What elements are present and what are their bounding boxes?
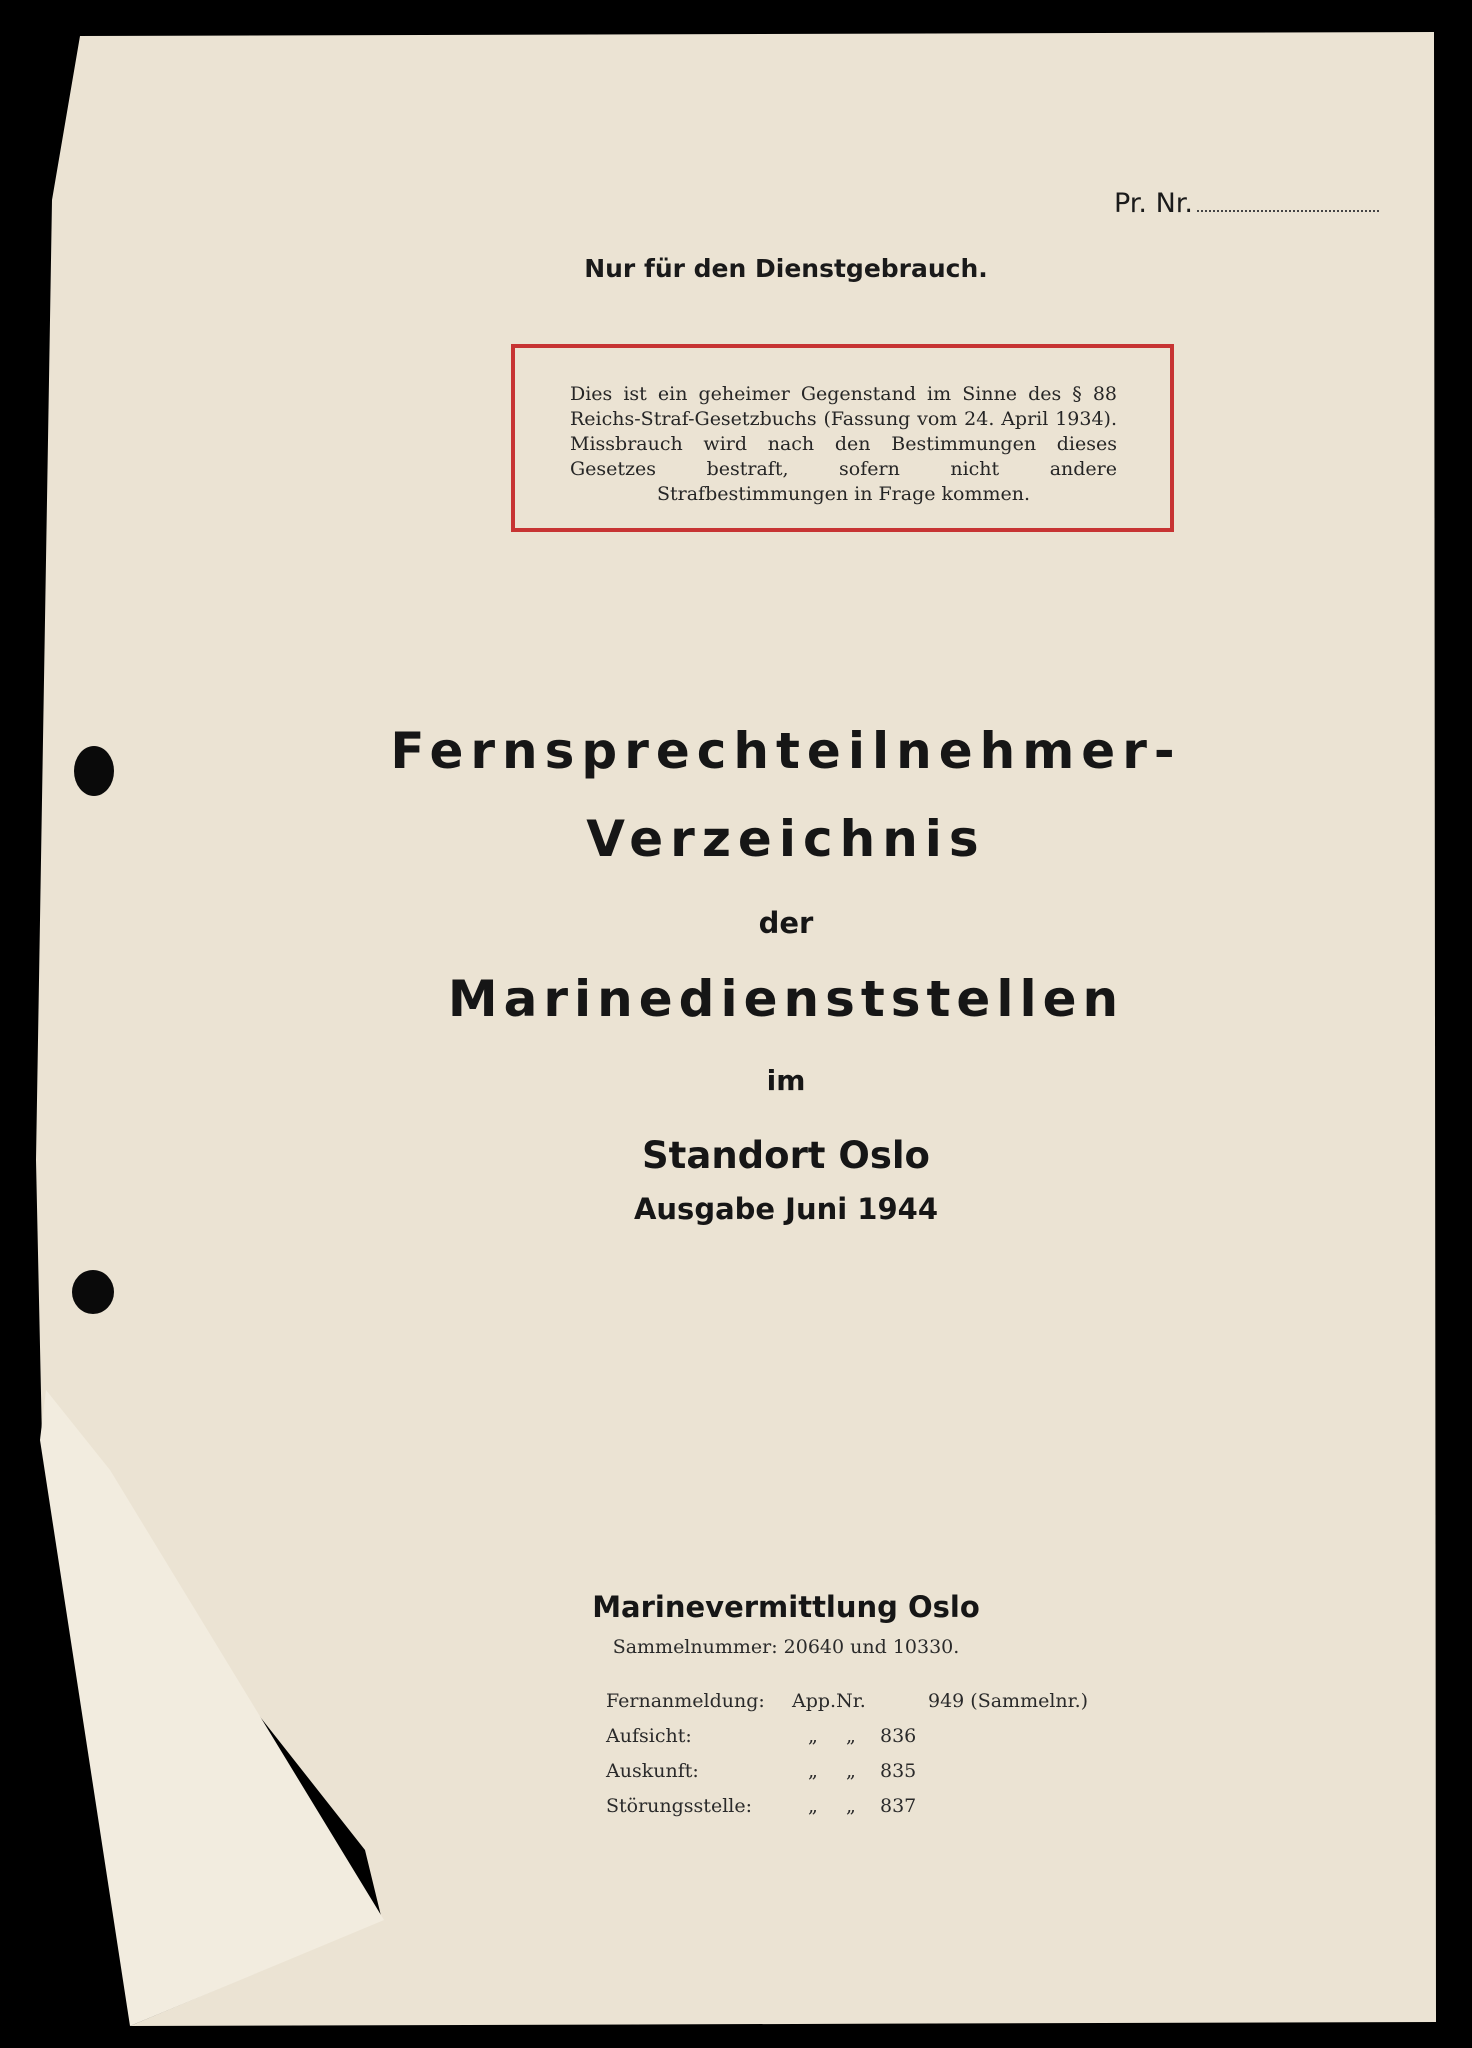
- title-line-5: im: [766, 1064, 806, 1097]
- pr-nr-label: Pr. Nr.: [1114, 188, 1193, 219]
- phone-entry-number: 837: [880, 1795, 917, 1817]
- location-title: Standort Oslo: [642, 1134, 930, 1177]
- ditto-mark: „: [846, 1725, 856, 1747]
- title-line-3: der: [758, 906, 814, 940]
- ditto-mark: „: [808, 1795, 818, 1817]
- phone-entry-label: Auskunft:: [606, 1760, 699, 1782]
- title-line-2: Verzeichnis: [586, 810, 986, 868]
- switchboard-name: Marinevermittlung Oslo: [592, 1590, 980, 1624]
- classification-label: Nur für den Dienstgebrauch.: [584, 254, 988, 283]
- secret-notice-text: Dies ist ein geheimer Gegenstand im Sinne des § 88 Reichs-Straf-Gesetzbuchs (Fassung vom 24. April 1934). Missbrauch wird nach den Bestimmungen dieses Gesetzes bestraft, sofern nicht andere Strafbestimmungen in Frage kommen.: [570, 383, 1117, 505]
- punch-hole-bottom: [72, 1270, 114, 1314]
- ditto-mark: „: [808, 1760, 818, 1782]
- phone-entry-number: 836: [880, 1725, 917, 1747]
- ditto-mark: „: [846, 1795, 856, 1817]
- title-line-1: Fernsprechteilnehmer-: [390, 722, 1182, 780]
- pr-nr-field: [1114, 188, 1379, 219]
- phone-entry-number: 949 (Sammelnr.): [928, 1690, 1089, 1712]
- pr-nr-blank-line: [1197, 190, 1379, 212]
- phone-entry-prefix: App.Nr.: [792, 1690, 866, 1712]
- collective-number: Sammelnummer: 20640 und 10330.: [612, 1636, 960, 1658]
- phone-entry-label: Störungsstelle:: [606, 1795, 752, 1817]
- phone-entry-number: 835: [880, 1760, 917, 1782]
- ditto-mark: „: [808, 1725, 818, 1747]
- ditto-mark: „: [846, 1760, 856, 1782]
- edition-date: Ausgabe Juni 1944: [633, 1192, 939, 1226]
- title-line-4: Marinedienststellen: [447, 970, 1125, 1028]
- phone-entry-label: Fernanmeldung:: [606, 1690, 765, 1712]
- phone-entry-label: Aufsicht:: [606, 1725, 692, 1747]
